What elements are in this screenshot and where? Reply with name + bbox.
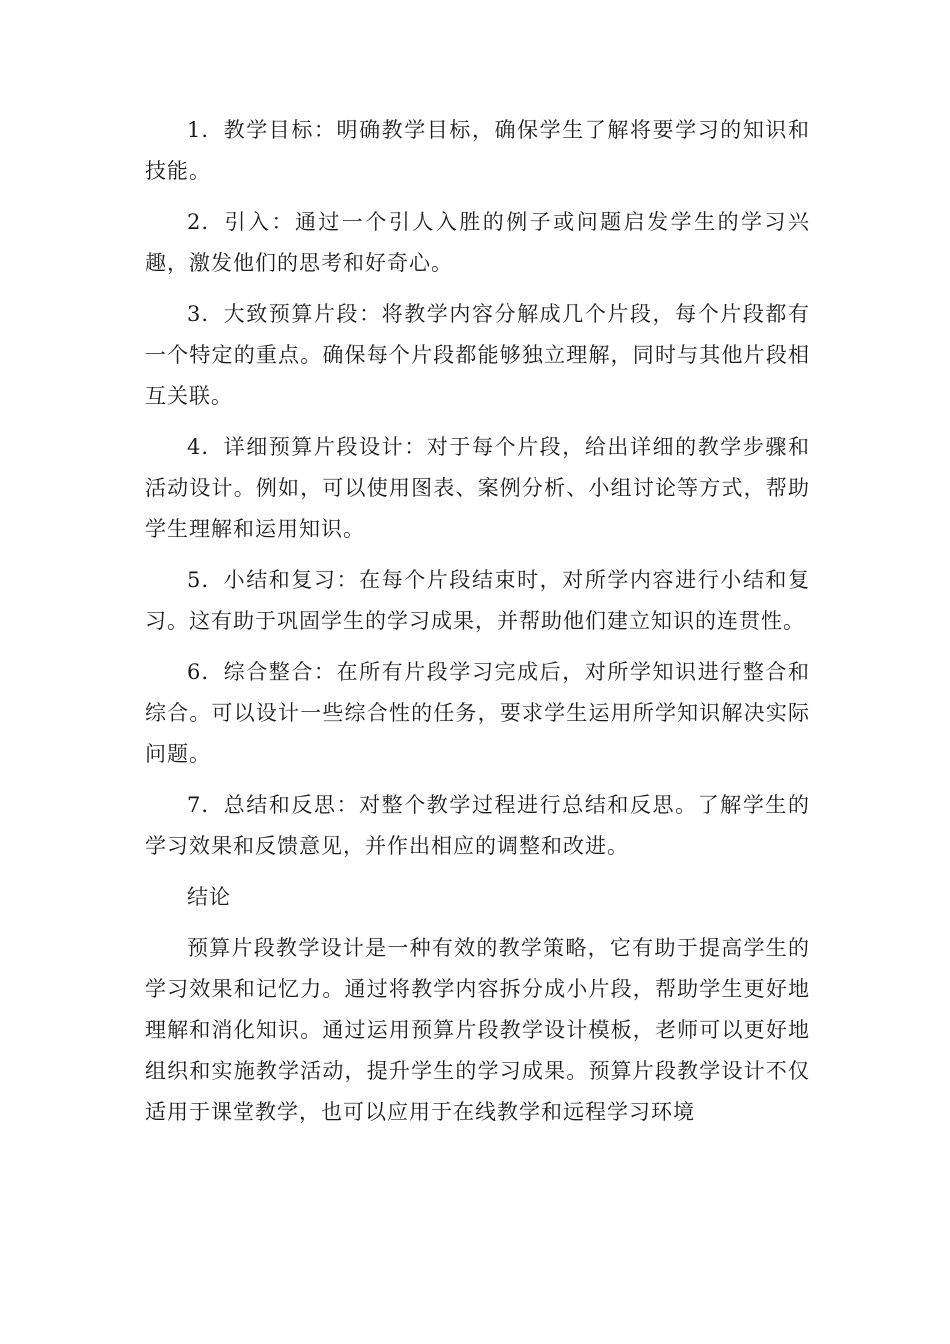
document-body [145, 110, 810, 1143]
list-text: 大致预算片段：将教学内容分解成几个片段，每个片段都有一个特定的重点。确保每个片段都能够独立理解，同时与其他片段相互关联。 [145, 302, 810, 408]
conclusion-heading: 结论 [187, 885, 231, 909]
list-number: 5. [187, 568, 210, 592]
list-item-7 [145, 785, 810, 867]
list-item-2 [145, 202, 810, 284]
list-item-5 [145, 560, 810, 642]
list-item-3 [145, 294, 810, 417]
conclusion-paragraph: 预算片段教学设计是一种有效的教学策略，它有助于提高学生的学习效果和记忆力。通过将教学内容拆分成小片段，帮助学生更好地理解和消化知识。通过运用预算片段教学设计模板，老师可以更好地组织和实施教学活动，提升学生的学习成果。预算片段教学设计不仅适用于课堂教学，也可以应用于在线教学和远程学习环境 [145, 936, 810, 1124]
list-number: 7. [187, 793, 210, 817]
list-text: 总结和反思：对整个教学过程进行总结和反思。了解学生的学习效果和反馈意见，并作出相应的调整和改进。 [145, 793, 810, 858]
list-text: 教学目标：明确教学目标，确保学生了解将要学习的知识和技能。 [145, 118, 810, 183]
list-number: 2. [187, 210, 210, 234]
list-item-4 [145, 427, 810, 550]
list-item-1 [145, 110, 810, 192]
list-item-6 [145, 652, 810, 775]
list-number: 4. [187, 435, 210, 459]
list-text: 详细预算片段设计：对于每个片段，给出详细的教学步骤和活动设计。例如，可以使用图表、案例分析、小组讨论等方式，帮助学生理解和运用知识。 [145, 435, 810, 541]
list-text: 小结和复习：在每个片段结束时，对所学内容进行小结和复习。这有助于巩固学生的学习成果，并帮助他们建立知识的连贯性。 [145, 568, 810, 633]
list-text: 引入：通过一个引人入胜的例子或问题启发学生的学习兴趣，激发他们的思考和好奇心。 [145, 210, 810, 275]
list-number: 3. [187, 302, 210, 326]
list-number: 1. [187, 118, 210, 142]
list-number: 6. [187, 660, 210, 684]
list-text: 综合整合：在所有片段学习完成后，对所学知识进行整合和综合。可以设计一些综合性的任务，要求学生运用所学知识解决实际问题。 [145, 660, 810, 766]
